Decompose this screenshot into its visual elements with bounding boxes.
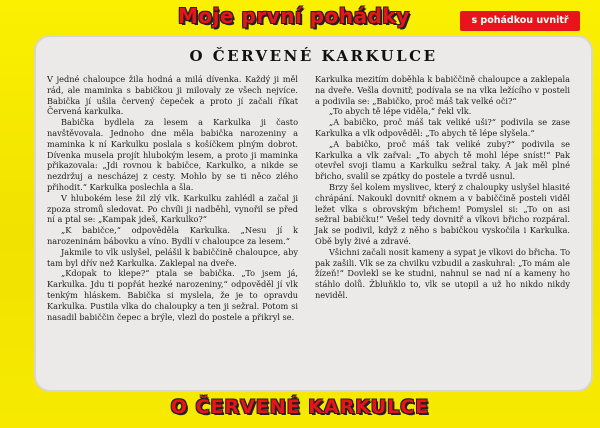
story-title: O ČERVENÉ KARKULCE <box>189 47 438 65</box>
left-column <box>47 74 298 322</box>
paragraph: „To abych tě lépe viděla,“ řekl vlk. <box>329 106 472 117</box>
paragraph: Brzy šel kolem myslivec, který z chaloupky uslyšel hlasité chrápání. Nakoukl dovnitř oknem a v babiččině posteli viděl ležet vlka s obrovským břichem! Pomyslel si: „To on asi sežral babičku!“ Vešel tedy dovnitř a vlkovi břicho rozpáral. Jak se podivil, když z něho s babičkou vyskočila i Karkulka. Obě byly živé a zdravé. <box>315 181 570 246</box>
series-title: Moje první pohádky <box>178 4 410 28</box>
series-tag: s pohádkou uvnitř <box>460 11 580 31</box>
right-column <box>315 74 570 301</box>
paragraph: Jakmile to vlk uslyšel, pelášil k babiččině chaloupce, aby tam byl dřív než Karkulka. Zaklepal na dveře. <box>47 246 298 268</box>
paragraph: Všichni začali nosit kameny a sypat je vlkovi do břicha. To pak zašili. Vlk se za chvilku vzbudil a zaskuhral: „To mám ale žízeň!“ Dovlekl se ke studni, nahnul se nad ní a kameny ho stáhlo dolů. Žbluňklo to, vlk se utopil a už ho nikdo nikdy neviděl. <box>315 246 570 300</box>
paragraph: V hlubokém lese žil zlý vlk. Karkulku zahlédl a začal ji zpoza stromů sledovat. Po chvíli ji nadběhl, vynořil se před ní a ptal se: „Kampak jdeš, Karkulko?“ <box>47 192 298 225</box>
footer-title: O ČERVENÉ KARKULCE <box>170 396 430 418</box>
paragraph: V jedné chaloupce žila hodná a milá dívenka. Každý ji měl rád, ale maminka s babičkou ji milovaly ze všech nejvíce. Babička jí ušila červený čepeček a proto jí začali říkat Červená karkulka. <box>47 74 298 117</box>
paragraph: Babička bydlela za lesem a Karkulka ji často navštěvovala. Jednoho dne měla babička narozeniny a maminka k ní Karkulku poslala s košíčkem plným dobrot. Dívenka musela projít hlubokým lesem, a proto ji maminka přikazovala: „Jdi rovnou k babičce, Karkulko, a nikde se nezdržuj a nescházej z cesty. Mohlo by se ti něco zlého přihodit.“ Karkulka poslechla a šla. <box>47 117 298 192</box>
paragraph: „K babičce,“ odpověděla Karkulka. „Nesu jí k narozeninám bábovku a víno. Bydlí v chaloupce za lesem.“ <box>47 225 298 246</box>
paragraph: „Kdopak to klepe?“ ptala se babička. „To jsem já, Karkulka. Jdu ti popřát hezké narozeniny,“ odpověděl jí vlk tenkým hláskem. Babička si myslela, že je to opravdu Karkulka. Pustila vlka do chaloupky a ten ji sežral. Potom si nasadil babiččin čepec a brýle, vlezl do postele a přikryl se. <box>47 268 298 322</box>
paragraph: „A babičko, proč máš tak veliké uši?“ podivila se zase Karkulka a vlk odpověděl: „To abych tě lépe slyšela.“ <box>315 117 570 138</box>
paragraph: Karkulka mezitím doběhla k babiččině chaloupce a zaklepala na dveře. Vešla dovnitř, podívala se na vlka ležícího v posteli a podivila se: „Babičko, proč máš tak velké oči?“ <box>315 74 570 106</box>
paragraph: „A babičko, proč máš tak veliké zuby?“ podivila se Karkulka a vlk zařval: „To abych tě mohl lépe sníst!“ Pak otevřel svoji tlamu a Karkulku sežral taky. A jak měl plné břicho, svalil se zpátky do postele a tvrdě usnul. <box>315 138 570 182</box>
